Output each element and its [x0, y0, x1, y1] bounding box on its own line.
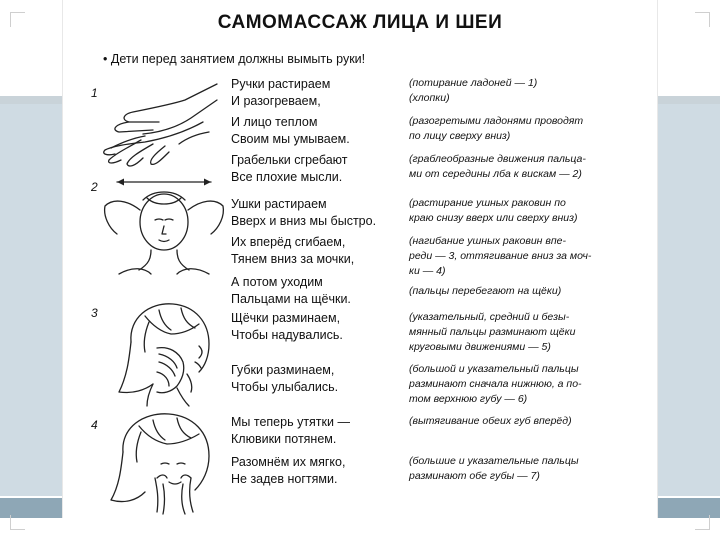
- scanned-page: [62, 0, 658, 518]
- poem-line: Чтобы надувались.: [231, 328, 343, 342]
- poem-lines: [231, 310, 407, 344]
- instruction-note: [409, 362, 651, 407]
- poem-line: А потом уходим: [231, 275, 323, 289]
- slide-corner-mark: [10, 12, 25, 27]
- poem-lines: [231, 114, 407, 148]
- instruction-line: • Дети перед занятием должны вымыть руки!: [103, 52, 366, 66]
- poem-lines: [231, 274, 407, 308]
- slide-corner-mark: [10, 515, 25, 530]
- poem-lines: [231, 454, 407, 488]
- massage-row: [231, 114, 651, 150]
- poem-line: Грабельки сгребают: [231, 153, 348, 167]
- note-line: (растирание ушных раковин по: [409, 197, 566, 209]
- massage-row: [231, 152, 651, 188]
- poem-lines: [231, 76, 407, 110]
- note-line: (вытягивание обеих губ вперёд): [409, 415, 572, 427]
- note-line: (хлопки): [409, 92, 450, 104]
- poem-line: Щёчки разминаем,: [231, 311, 341, 325]
- poem-line: Разомнём их мягко,: [231, 455, 346, 469]
- slide-corner-mark: [695, 515, 710, 530]
- note-line: (разогретыми ладонями проводят: [409, 115, 584, 127]
- instruction-note: [409, 152, 651, 182]
- poem-line: Пальцами на щёчки.: [231, 292, 351, 306]
- note-line: разминают обе губы — 7): [409, 470, 540, 482]
- note-line: круговыми движениями — 5): [409, 341, 551, 353]
- poem-line: Не задев ногтями.: [231, 472, 338, 486]
- poem-line: Мы теперь утятки —: [231, 415, 350, 429]
- massage-row: [231, 274, 651, 310]
- massage-row: [231, 362, 651, 405]
- note-line: мянный пальцы разминают щёки: [409, 326, 576, 338]
- poem-line: Чтобы улыбались.: [231, 380, 339, 394]
- poem-line: Клювики потянем.: [231, 432, 337, 446]
- massage-row: [231, 196, 651, 232]
- note-line: том верхнюю губу — 6): [409, 393, 528, 405]
- poem-lines: [231, 234, 407, 268]
- poem-line: Их вперёд сгибаем,: [231, 235, 346, 249]
- poem-line: Тянем вниз за мочки,: [231, 252, 355, 266]
- poem-line: И разогреваем,: [231, 94, 321, 108]
- cheek-massage-illustration: [99, 296, 229, 408]
- instruction-note: [409, 76, 651, 106]
- rubbing-hands-illustration: [93, 78, 223, 170]
- massage-row: [231, 454, 651, 490]
- note-line: (граблеобразные движения пальца-: [409, 153, 586, 165]
- poem-line: Ушки растираем: [231, 197, 327, 211]
- page-title: САМОМАССАЖ ЛИЦА И ШЕИ: [217, 12, 503, 33]
- note-line: (большой и указательный пальцы: [409, 363, 579, 375]
- poem-lines: [231, 196, 407, 230]
- poem-lines: [231, 152, 407, 186]
- note-line: реди — 3, оттягивание вниз за моч-: [409, 250, 592, 262]
- note-line: (большие и указательные пальцы: [409, 455, 579, 467]
- massage-row: [231, 414, 651, 450]
- note-line: (указательный, средний и безы-: [409, 311, 570, 323]
- note-line: (пальцы перебегают на щёки): [409, 285, 562, 297]
- instruction-note: [409, 284, 651, 299]
- note-line: ки — 4): [409, 265, 446, 277]
- slide-corner-mark: [695, 12, 710, 27]
- poem-line: Ручки растираем: [231, 77, 331, 91]
- massage-row: [231, 234, 651, 277]
- poem-line: Своим мы умываем.: [231, 132, 350, 146]
- note-line: по лицу сверху вниз): [409, 130, 511, 142]
- note-line: краю снизу вверх или сверху вниз): [409, 212, 578, 224]
- instruction-note: [409, 414, 651, 429]
- instruction-note: [409, 114, 651, 144]
- forehead-massage-illustration: [99, 170, 229, 280]
- poem-line: Губки разминаем,: [231, 363, 335, 377]
- note-line: (нагибание ушных раковин впе-: [409, 235, 566, 247]
- lip-massage-illustration: [99, 408, 229, 516]
- step-number: 1: [91, 86, 98, 100]
- instruction-note: [409, 196, 651, 226]
- note-line: разминают сначала нижнюю, а по-: [409, 378, 582, 390]
- poem-lines: [231, 362, 407, 396]
- poem-line: И лицо теплом: [231, 115, 318, 129]
- massage-row: [231, 310, 651, 353]
- note-line: (потирание ладоней — 1): [409, 77, 538, 89]
- massage-row: [231, 76, 651, 112]
- poem-lines: [231, 414, 407, 448]
- note-line: ми от середины лба к вискам — 2): [409, 168, 582, 180]
- instruction-note: [409, 310, 651, 355]
- instruction-note: [409, 234, 651, 279]
- instruction-note: [409, 454, 651, 484]
- step-number: 4: [91, 418, 98, 432]
- poem-line: Все плохие мысли.: [231, 170, 343, 184]
- step-number: 2: [91, 180, 98, 194]
- step-number: 3: [91, 306, 98, 320]
- poem-line: Вверх и вниз мы быстро.: [231, 214, 377, 228]
